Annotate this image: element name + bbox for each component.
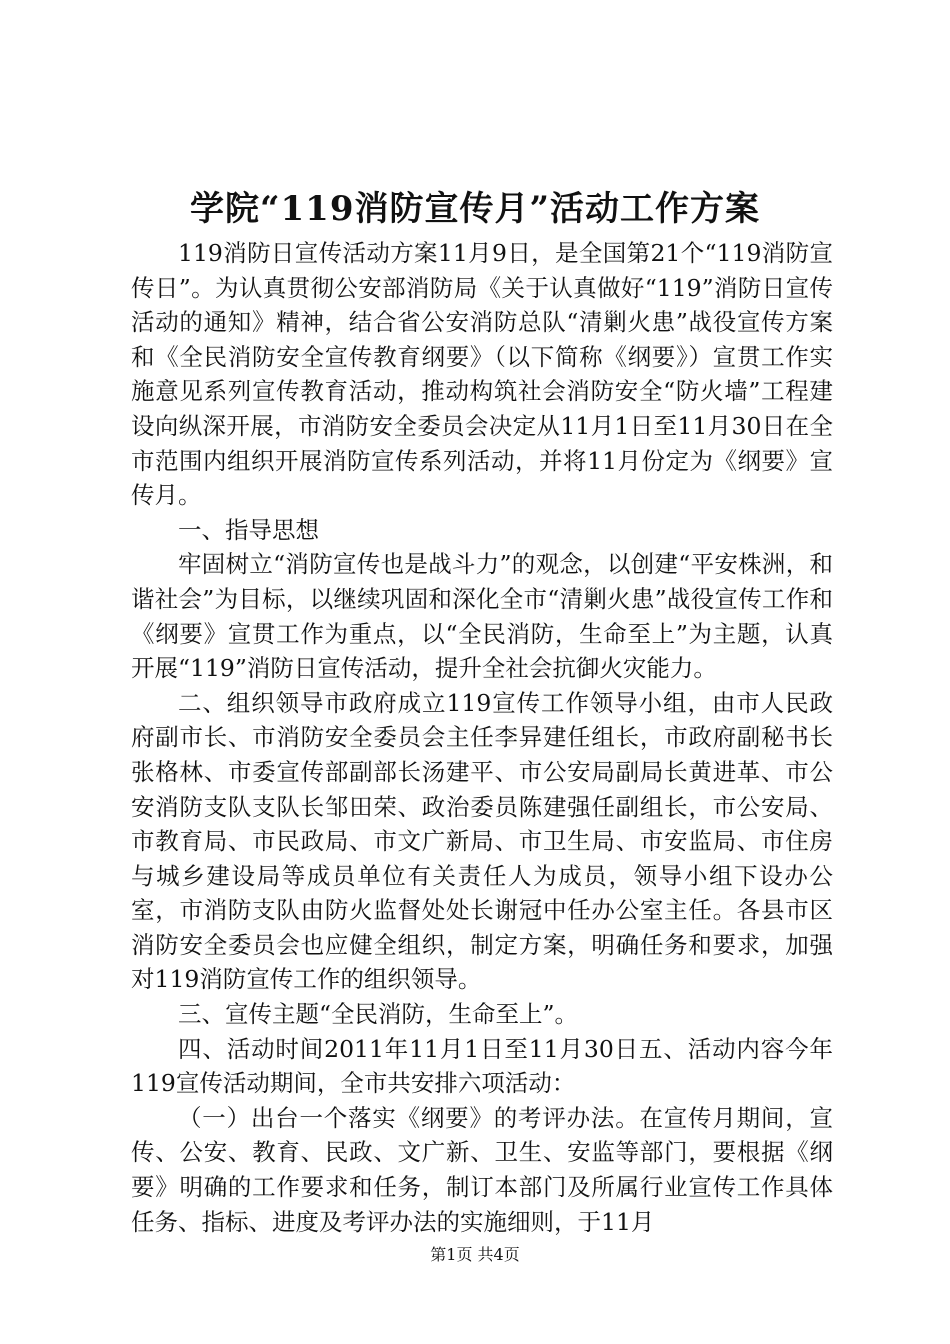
- document-title: 学院“119消防宣传月”活动工作方案: [189, 189, 761, 229]
- paragraph-intro: 119消防日宣传活动方案11月9日，是全国第21个“119消防宣传日”。为认真贯彻公安部消防局《关于认真做好“119”消防日宣传活动的通知》精神，结合省公安消防总队“清剿火患”战役宣传方案和《全民消防安全宣传教育纲要》（以下简称《纲要》）宣贯工作实施意见系列宣传教育活动，推动构筑社会消防安全“防火墙”工程建设向纵深开展，市消防安全委员会决定从11月1日至11月30日在全市范围内组织开展消防宣传系列活动，并将11月份定为《纲要》宣传月。: [131, 239, 833, 510]
- document-body: [131, 236, 833, 1239]
- paragraph-organization: 二、组织领导市政府成立119宣传工作领导小组，由市人民政府副市长、市消防安全委员会主任李异建任组长，市政府副秘书长张格林、市委宣传部副部长汤建平、市公安局副局长黄进革、市公安消防支队支队长邹田荣、政治委员陈建强任副组长，市公安局、市教育局、市民政局、市文广新局、市卫生局、市安监局、市住房与城乡建设局等成员单位有关责任人为成员，领导小组下设办公室，市消防支队由防火监督处处长谢冠中任办公室主任。各县市区消防安全委员会也应健全组织，制定方案，明确任务和要求，加强对119消防宣传工作的组织领导。: [131, 688, 833, 994]
- paragraph-activity-one: （一）出台一个落实《纲要》的考评办法。在宣传月期间，宣传、公安、教育、民政、文广新、卫生、安监等部门，要根据《纲要》明确的工作要求和任务，制订本部门及所属行业宣传工作具体任务、指标、进度及考评办法的实施细则，于11月: [131, 1103, 833, 1236]
- heading-guiding-thought: 一、指导思想: [178, 515, 319, 544]
- paragraph-time-content: 四、活动时间2011年11月1日至11月30日五、活动内容今年119宣传活动期间，全市共安排六项活动：: [131, 1034, 833, 1098]
- paragraph-guiding-thought: 牢固树立“消防宣传也是战斗力”的观念，以创建“平安株洲，和谐社会”为目标，以继续巩固和深化全市“清剿火患”战役宣传工作和《纲要》宣贯工作为重点，以“全民消防，生命至上”为主题，认真开展“119”消防日宣传活动，提升全社会抗御火灾能力。: [131, 550, 833, 683]
- paragraph-theme: 三、宣传主题“全民消防，生命至上”。: [178, 1000, 579, 1029]
- page-number-footer: 第1页 共4页: [430, 1245, 520, 1264]
